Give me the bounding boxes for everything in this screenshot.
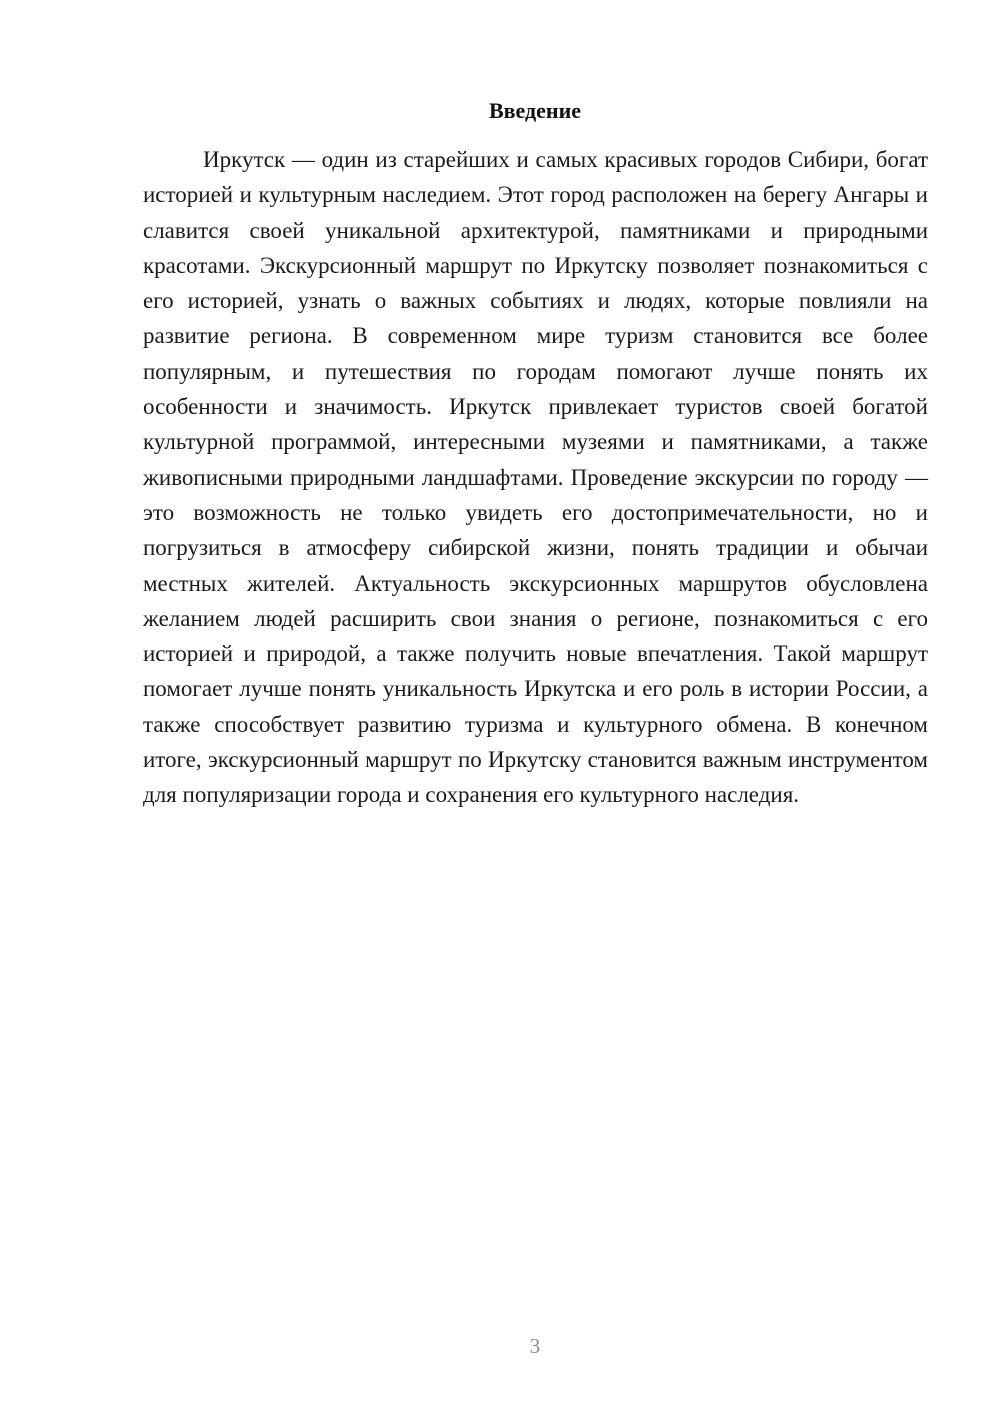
section-heading: Введение	[488, 98, 582, 123]
page-number: 3	[529, 1334, 541, 1358]
body-paragraph: Иркутск — один из старейших и самых красивых городов Сибири, богат историей и культурным наследием. Этот город расположен на берегу Ангары и славится своей уникальной архитектурой, памятниками и природными красотами. Экскурсионный маршрут по Иркутску позволяет познакомиться с его историей, узнать о важных событиях и людях, которые повлияли на развитие региона. В современном мире туризм становится все более популярным, и путешествия по городам помогают лучше понять их особенности и значимость. Иркутск привлекает туристов своей богатой культурной программой, интересными музеями и памятниками, а также живописными природными ландшафтами. Проведение экскурсии по городу — это возможность не только увидеть его достопримечательности, но и погрузиться в атмосферу сибирской жизни, понять традиции и обычаи местных жителей. Актуальность экскурсионных маршрутов обусловлена желанием людей расширить свои знания о регионе, познакомиться с его историей и природой, а также получить новые впечатления. Такой маршрут помогает лучше понять уникальность Иркутска и его роль в истории России, а также способствует развитию туризма и культурного обмена. В конечном итоге, экскурсионный маршрут по Иркутску становится важным инструментом для популяризации города и сохранения его культурного наследия.	[143, 147, 928, 808]
